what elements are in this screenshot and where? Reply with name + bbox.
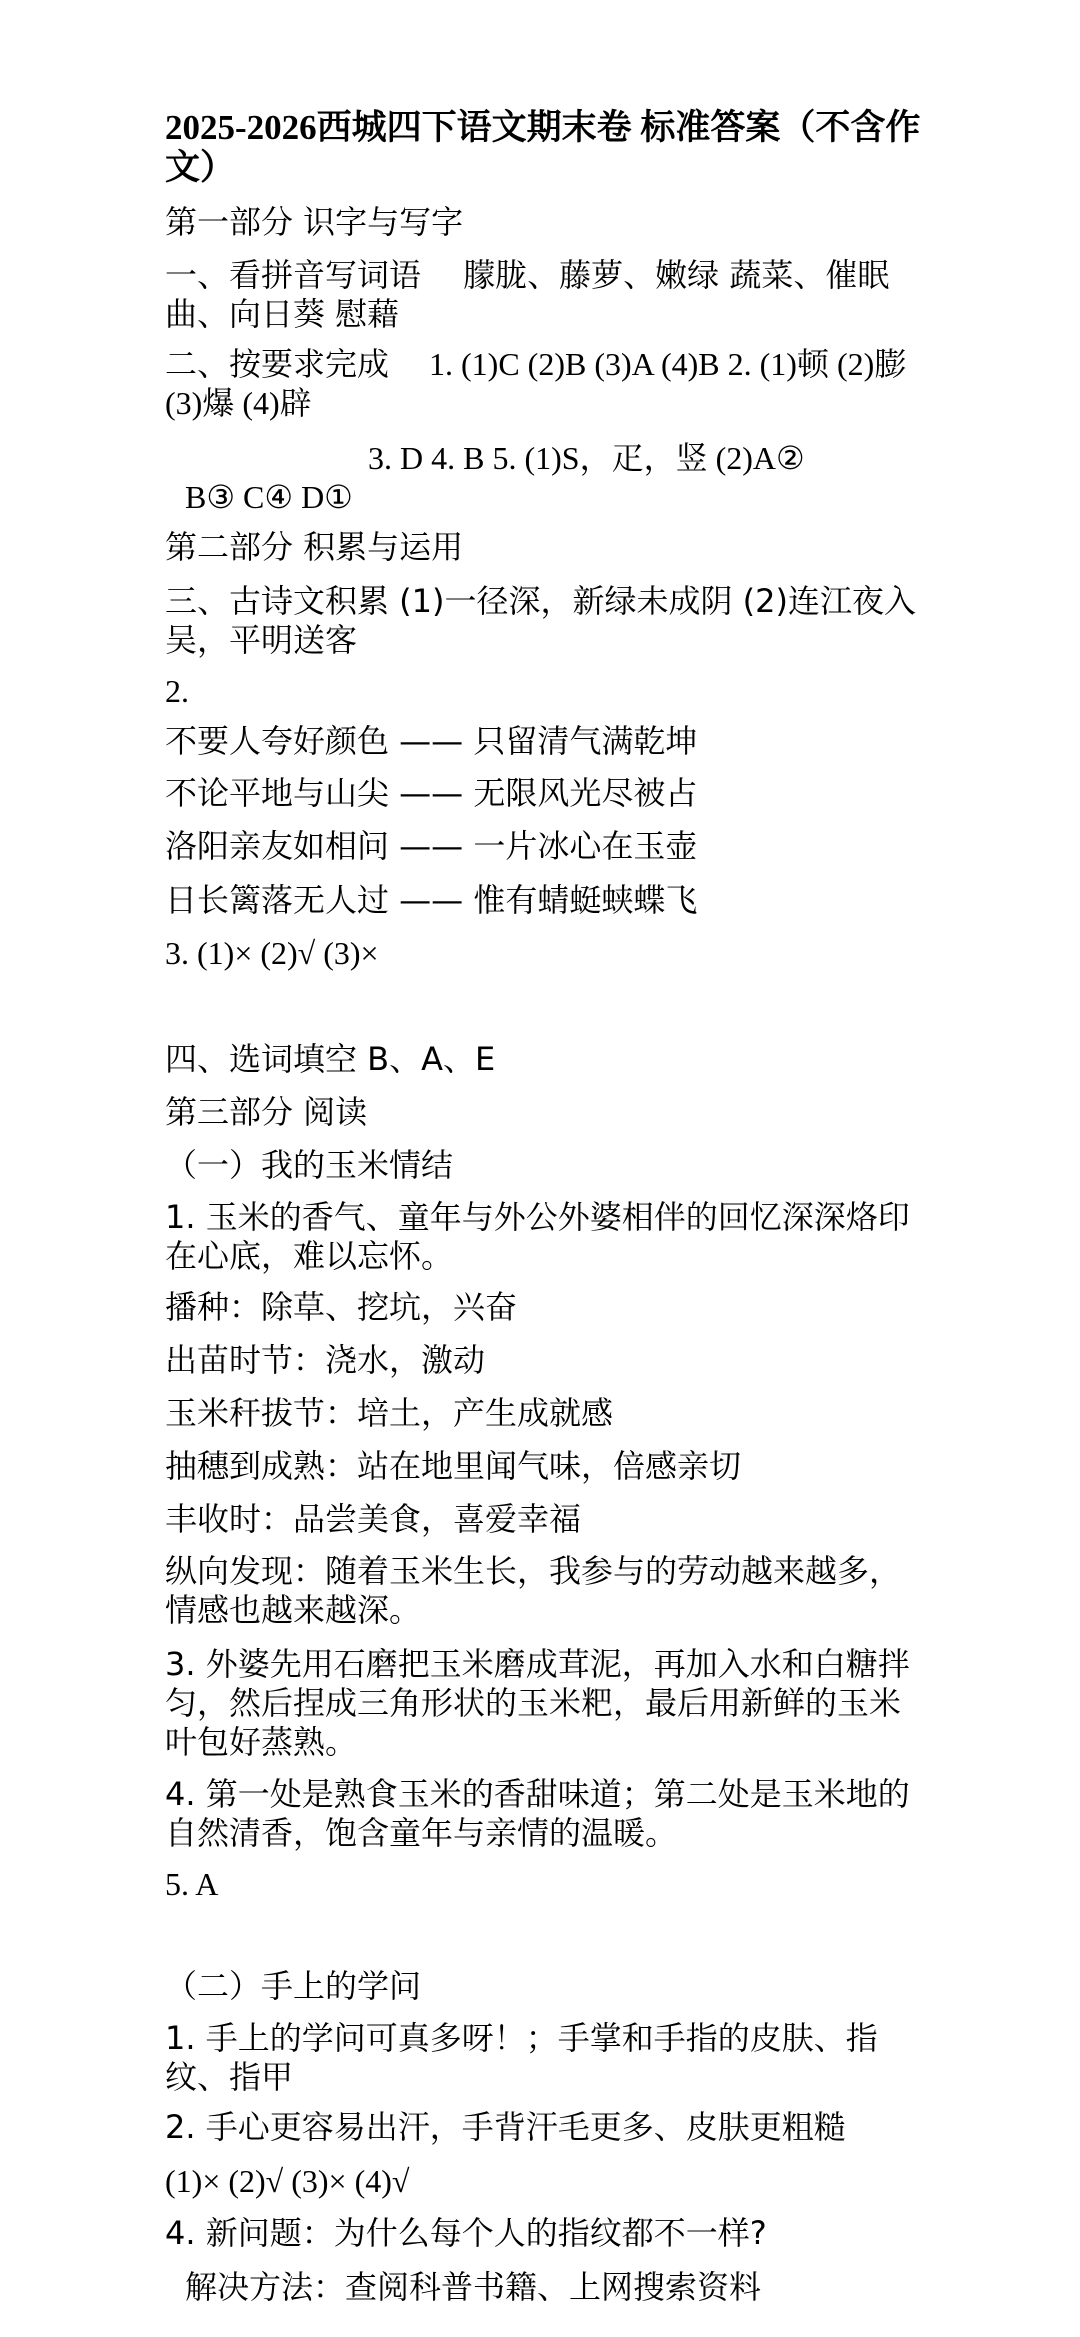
answer-line: 出苗时节：浇水，激动	[165, 1341, 486, 1379]
answer-line: 玉米秆拔节：培土，产生成就感	[165, 1394, 614, 1432]
answer-line: B③ C④ D①	[185, 479, 353, 515]
section-heading: 第三部分 阅读	[165, 1093, 368, 1131]
answer-line: 4. 第一处是熟食玉米的香甜味道；第二处是玉米地的自然清香，饱含童年与亲情的温暖。	[165, 1775, 910, 1852]
answer-line: 抽穗到成熟：站在地里闻气味，倍感亲切	[165, 1447, 742, 1485]
answer-line: 二、按要求完成 1. (1)C (2)B (3)A (4)B 2. (1)顿 (2)膨 (3)爆 (4)辟	[165, 346, 907, 421]
section-heading: 第一部分 识字与写字	[165, 203, 464, 241]
answer-line: 3. (1)× (2)√ (3)×	[165, 935, 379, 971]
poem-match-line: 洛阳亲友如相问 —— 一片冰心在玉壶	[165, 827, 698, 865]
answer-line: 3. 外婆先用石磨把玉米磨成茸泥，再加入水和白糖拌匀，然后捏成三角形状的玉米粑，最后用新鲜的玉米叶包好蒸熟。	[165, 1645, 910, 1761]
answer-line: (1)× (2)√ (3)× (4)√	[165, 2163, 410, 2199]
answer-line: 播种：除草、挖坑，兴奋	[165, 1288, 518, 1326]
answer-line: 一、看拼音写词语 朦胧、藤萝、嫩绿 蔬菜、催眠曲、向日葵 慰藉	[165, 256, 890, 333]
poem-match-line: 日长篱落无人过 —— 惟有蜻蜓蛱蝶飞	[165, 881, 698, 919]
answer-line: 1. 玉米的香气、童年与外公外婆相伴的回忆深深烙印在心底，难以忘怀。	[165, 1198, 910, 1275]
section-heading: 第二部分 积累与运用	[165, 528, 464, 566]
answer-line: 4. 新问题：为什么每个人的指纹都不一样?	[165, 2214, 767, 2252]
answer-line: 5. A	[165, 1866, 219, 1902]
document-title: 2025-2026西城四下语文期末卷 标准答案（不含作文）	[165, 108, 921, 187]
answer-line: 四、选词填空 B、A、E	[165, 1040, 496, 1078]
answer-line: 3. D 4. B 5. (1)S，疋，竖 (2)A②	[368, 440, 805, 476]
answer-line: 纵向发现：随着玉米生长，我参与的劳动越来越多，情感也越来越深。	[165, 1552, 902, 1629]
answer-line: 解决方法：查阅科普书籍、上网搜索资料	[185, 2268, 762, 2306]
subsection-heading: （一）我的玉米情结	[165, 1146, 454, 1184]
answer-line: 丰收时：品尝美食，喜爱幸福	[165, 1500, 582, 1538]
answer-line: 三、古诗文积累 (1)一径深，新绿未成阴 (2)连江夜入吴，平明送客	[165, 582, 917, 659]
poem-match-line: 不论平地与山尖 —— 无限风光尽被占	[165, 774, 698, 812]
answer-line: 2.	[165, 673, 189, 709]
answer-line: 2. 手心更容易出汗，手背汗毛更多、皮肤更粗糙	[165, 2108, 846, 2146]
subsection-heading: （二）手上的学问	[165, 1967, 422, 2005]
answer-line: 1. 手上的学问可真多呀！；手掌和手指的皮肤、指纹、指甲	[165, 2019, 878, 2096]
poem-match-line: 不要人夸好颜色 —— 只留清气满乾坤	[165, 722, 698, 760]
